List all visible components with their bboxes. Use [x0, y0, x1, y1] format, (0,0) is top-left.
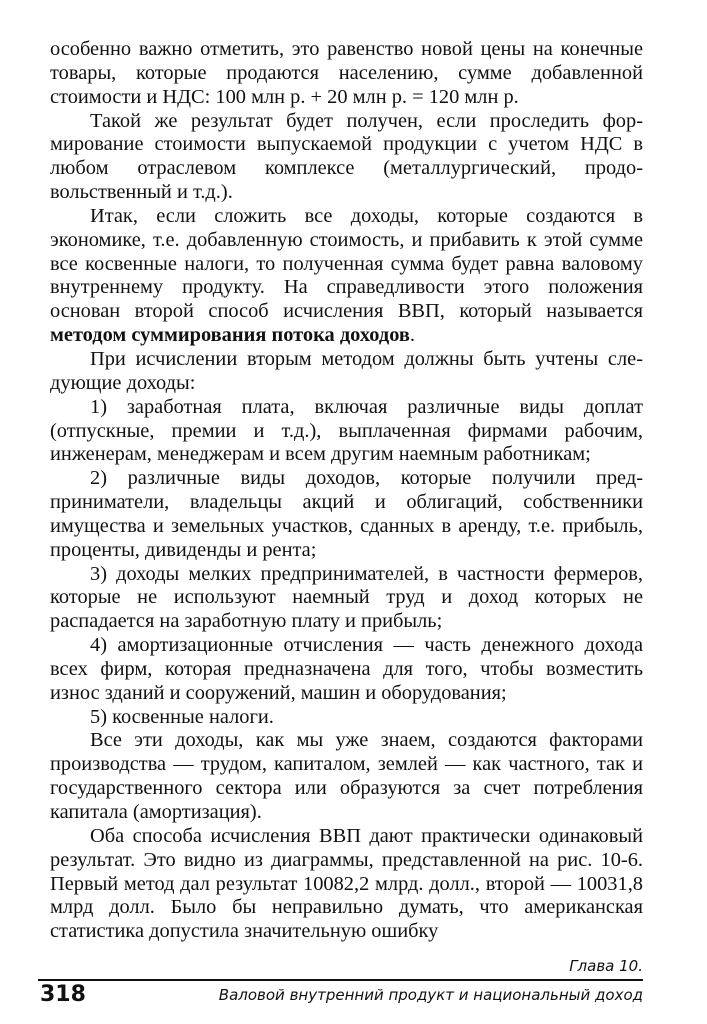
footer-divider: [38, 979, 643, 981]
page-number: 318: [40, 982, 86, 1007]
list-item-small-business: 3) доходы мелких предпринимателей, в частности фермеров, которые не используют наемный труд и доход которых не распадается на заработную плату и прибыль;: [50, 562, 643, 633]
list-item-depreciation: 4) амортизационные отчисления — часть денежного дохода всех фирм, которая предназначена для того, чтобы возместить износ зданий и сооружений, машин и оборудования;: [50, 634, 643, 704]
list-item-business-income: 2) различные виды доходов, которые получили предприниматели, владельцы акций и облигаций, собственники имущества и земельных участков, сданных в аренду, т.е. прибыль, проценты, дивиденды и рента;: [50, 467, 643, 561]
paragraph-continuation: особенно важно отметить, это равенство новой цены на конечные товары, которые продаются населению, сумме добавленной стоимости и НДС: 100 млн р. + 20 млн р. = 120 млн р.: [50, 38, 643, 108]
paragraph-vat-result: Такой же результат будет получен, если проследить формирование стоимости выпускаемой продукции с учетом НДС в любом отраслевом комплексе (металлургический, продовольственный и т.д.).: [50, 109, 643, 204]
chapter-label: Глава 10.: [569, 957, 643, 975]
list-item-indirect-taxes: 5) косвенные налоги.: [90, 705, 274, 728]
paragraph-income-method-text: Итак, если сложить все доходы, которые создаются в экономике, т.е. добавленную стоимость, и прибавить к этой сумме все косвенные налоги, то полученная сумма будет равна валовому внутреннему продукту. На справедливости этого положения основан второй способ исчисления ВВП, который называется: [50, 204, 643, 323]
paragraph-income-method: [50, 205, 643, 348]
paragraph-factors: Все эти доходы, как мы уже знаем, создаются факторами производства — трудом, капиталом, землей — как частного, так и государственного сектора или образуются за счет потребления капитала (амортизация).: [50, 729, 643, 823]
page-body: [50, 38, 643, 944]
paragraph-income-method-end: .: [409, 324, 415, 347]
list-item-wages: 1) заработная плата, включая различные виды доплат (отпускные, премии и т.д.), выплаченная фирмами рабочим, инженерам, менеджерам и всем другим наемным работникам;: [50, 395, 643, 466]
paragraph-comparison: Оба способа исчисления ВВП дают практически одинаковый результат. Это видно из диаграммы, представленной на рис. 10-6. Первый метод дал результат 10082,2 млрд. долл., второй — 10031,8 млрд долл. Было бы неправильно думать, что американская статистика допустила значительную ошибку: [50, 824, 643, 943]
term-income-flow-method: методом суммирования потока доходов: [50, 324, 410, 347]
running-title: Валовой внутренний продукт и национальный доход: [218, 986, 643, 1004]
paragraph-income-list-intro: При исчислении вторым методом должны быть учтены следующие доходы:: [50, 347, 643, 394]
